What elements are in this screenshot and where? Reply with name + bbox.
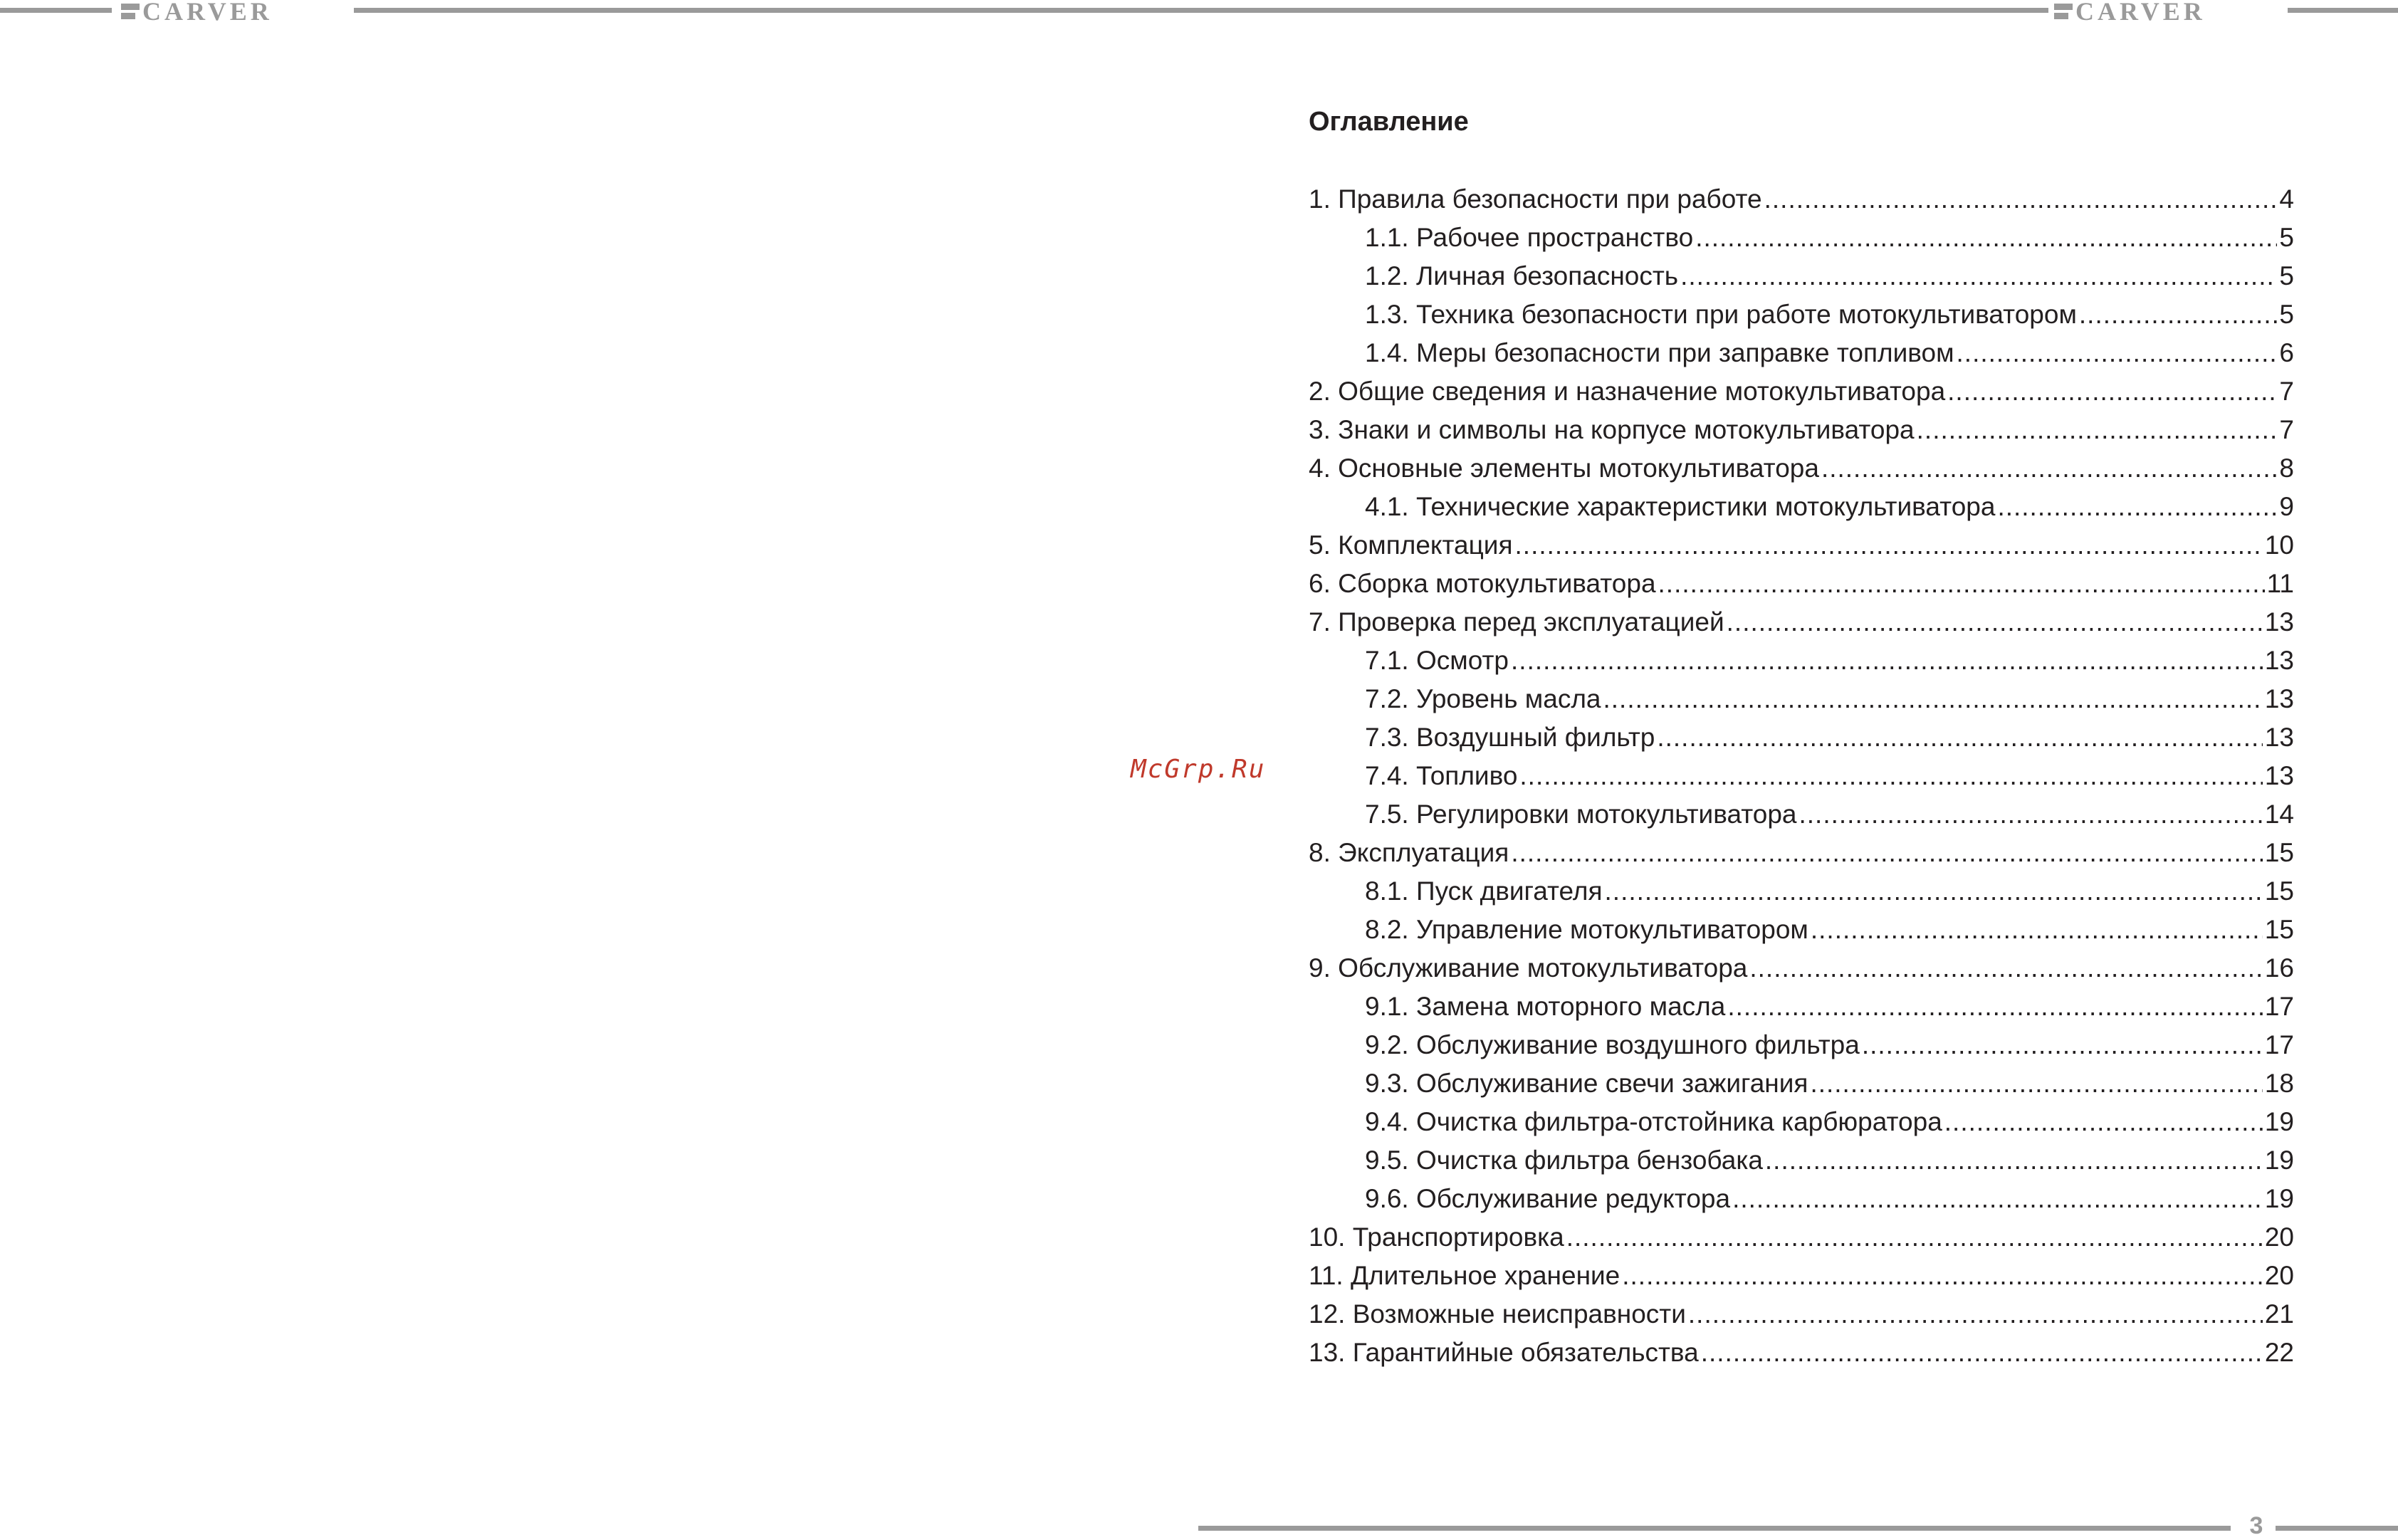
toc-entry-title: 8.2. Управление мотокультиватором <box>1365 915 1808 944</box>
toc-entry[interactable] <box>1309 911 2294 949</box>
toc-entry[interactable] <box>1309 680 2294 718</box>
toc-entry-title: 7. Проверка перед эксплуатацией <box>1309 607 1724 637</box>
brand-name: CARVER <box>142 0 273 26</box>
toc-dot-leader <box>1749 949 2262 988</box>
page-number: 3 <box>2249 1512 2263 1539</box>
toc-dot-leader <box>1566 1218 2263 1257</box>
header-rule-middle <box>354 8 2048 13</box>
toc-entry[interactable] <box>1309 1064 2294 1103</box>
brand-logo-left <box>121 0 349 26</box>
toc-entry[interactable] <box>1309 1257 2294 1295</box>
toc-entry-title: 3. Знаки и символы на корпусе мотокультиватора <box>1309 415 1915 444</box>
toc-entry-title: 9.5. Очистка фильтра бензобака <box>1365 1146 1763 1175</box>
toc-list <box>1309 180 2294 1372</box>
toc-entry-page: 7 <box>2279 377 2294 406</box>
toc-entry-page: 14 <box>2264 800 2294 829</box>
toc-entry-title: 9.4. Очистка фильтра-отстойника карбюратора <box>1365 1107 1942 1136</box>
toc-entry[interactable] <box>1309 449 2294 488</box>
toc-entry[interactable] <box>1309 1026 2294 1064</box>
toc-dot-leader <box>1821 449 2277 488</box>
toc-entry-title: 10. Транспортировка <box>1309 1222 1564 1252</box>
toc-entry-title: 1.4. Меры безопасности при заправке топливом <box>1365 338 1954 367</box>
toc-entry-title: 11. Длительное хранение <box>1309 1261 1621 1290</box>
toc-entry[interactable] <box>1309 526 2294 565</box>
toc-entry[interactable] <box>1309 334 2294 372</box>
toc-entry-page: 19 <box>2264 1146 2294 1175</box>
toc-entry-title: 1. Правила безопасности при работе <box>1309 184 1762 214</box>
toc-entry[interactable] <box>1309 488 2294 526</box>
brand-mark-icon <box>2054 3 2073 20</box>
toc-dot-leader <box>1917 411 2278 449</box>
toc-dot-leader <box>1680 257 2277 295</box>
toc-entry-page: 21 <box>2264 1299 2294 1329</box>
toc-dot-leader <box>1957 334 2278 372</box>
toc-entry[interactable] <box>1309 1103 2294 1141</box>
toc-dot-leader <box>1511 834 2263 872</box>
toc-dot-leader <box>1862 1026 2263 1064</box>
toc-entry[interactable] <box>1309 180 2294 219</box>
toc-entry[interactable] <box>1309 949 2294 988</box>
toc-entry[interactable] <box>1309 718 2294 757</box>
toc-dot-leader <box>1658 565 2265 603</box>
toc-entry-title: 4.1. Технические характеристики мотокультиватора <box>1365 492 1996 521</box>
toc-entry-page: 7 <box>2279 415 2294 444</box>
toc-entry-page: 15 <box>2264 838 2294 867</box>
toc-dot-leader <box>1622 1257 2263 1295</box>
toc-entry[interactable] <box>1309 603 2294 641</box>
toc-dot-leader <box>1810 1064 2262 1103</box>
toc-entry-title: 8.1. Пуск двигателя <box>1365 876 1603 906</box>
toc-entry-page: 13 <box>2264 761 2294 790</box>
toc-entry[interactable] <box>1309 1141 2294 1180</box>
toc-entry[interactable] <box>1309 757 2294 795</box>
toc-entry[interactable] <box>1309 411 2294 449</box>
toc-dot-leader <box>1764 180 2278 219</box>
toc-entry[interactable] <box>1309 1295 2294 1334</box>
toc-entry-page: 11 <box>2266 569 2294 598</box>
toc-entry-page: 16 <box>2264 953 2294 983</box>
toc-entry-title: 9.2. Обслуживание воздушного фильтра <box>1365 1030 1860 1059</box>
toc-entry-page: 19 <box>2264 1107 2294 1136</box>
toc-entry-page: 19 <box>2264 1184 2294 1213</box>
toc-entry-title: 9. Обслуживание мотокультиватора <box>1309 953 1748 983</box>
toc-dot-leader <box>1947 372 2277 411</box>
toc-dot-leader <box>1511 641 2263 680</box>
toc-dot-leader <box>1605 872 2263 911</box>
toc-entry[interactable] <box>1309 1180 2294 1218</box>
toc-entry-page: 22 <box>2264 1338 2294 1367</box>
toc-entry-title: 1.1. Рабочее пространство <box>1365 223 1694 252</box>
toc-entry-title: 7.2. Уровень масла <box>1365 684 1601 713</box>
toc-entry-page: 17 <box>2264 992 2294 1021</box>
toc-dot-leader <box>1519 757 2262 795</box>
toc-entry[interactable] <box>1309 988 2294 1026</box>
toc-dot-leader <box>1603 680 2262 718</box>
toc-entry-title: 9.6. Обслуживание редуктора <box>1365 1184 1731 1213</box>
toc-entry-title: 1.3. Техника безопасности при работе мотокультиватором <box>1365 300 2077 329</box>
toc-dot-leader <box>1944 1103 2263 1141</box>
toc-dot-leader <box>1811 911 2263 949</box>
toc-entry-page: 6 <box>2279 338 2294 367</box>
toc-dot-leader <box>1732 1180 2263 1218</box>
footer-rule-right <box>2276 1526 2398 1531</box>
toc-entry[interactable] <box>1309 1334 2294 1372</box>
toc-entry-page: 4 <box>2279 184 2294 214</box>
toc-entry-page: 10 <box>2264 530 2294 560</box>
toc-entry-page: 5 <box>2279 300 2294 329</box>
toc-entry[interactable] <box>1309 372 2294 411</box>
toc-entry-title: 13. Гарантийные обязательства <box>1309 1338 1699 1367</box>
toc-entry[interactable] <box>1309 257 2294 295</box>
toc-dot-leader <box>1765 1141 2263 1180</box>
toc-dot-leader <box>1515 526 2263 565</box>
toc-entry-title: 1.2. Личная безопасность <box>1365 261 1679 290</box>
toc-entry-title: 7.4. Топливо <box>1365 761 1518 790</box>
toc-dot-leader <box>1657 718 2263 757</box>
toc-entry-page: 13 <box>2264 607 2294 637</box>
toc-entry-page: 13 <box>2264 723 2294 752</box>
toc-dot-leader <box>1798 795 2262 834</box>
toc-entry-page: 5 <box>2279 261 2294 290</box>
toc-entry[interactable] <box>1309 565 2294 603</box>
toc-entry-page: 8 <box>2279 454 2294 483</box>
toc-dot-leader <box>1727 988 2262 1026</box>
toc-entry-title: 9.3. Обслуживание свечи зажигания <box>1365 1069 1808 1098</box>
toc-dot-leader <box>1695 219 2277 257</box>
toc-entry-title: 4. Основные элементы мотокультиватора <box>1309 454 1819 483</box>
toc-entry-title: 8. Эксплуатация <box>1309 838 1509 867</box>
toc-entry[interactable] <box>1309 1218 2294 1257</box>
toc-entry-page: 9 <box>2279 492 2294 521</box>
toc-entry[interactable] <box>1309 795 2294 834</box>
toc-entry[interactable] <box>1309 641 2294 680</box>
toc-entry-title: 2. Общие сведения и назначение мотокультиватора <box>1309 377 1946 406</box>
toc-entry-title: 7.5. Регулировки мотокультиватора <box>1365 800 1797 829</box>
toc-entry-page: 15 <box>2264 915 2294 944</box>
toc-dot-leader <box>1688 1295 2263 1334</box>
toc-entry-title: 7.1. Осмотр <box>1365 646 1509 675</box>
toc-entry-page: 20 <box>2264 1261 2294 1290</box>
toc-entry-page: 17 <box>2264 1030 2294 1059</box>
header-rule-left <box>0 8 112 13</box>
brand-mark-icon <box>121 3 140 20</box>
toc-entry-title: 7.3. Воздушный фильтр <box>1365 723 1655 752</box>
toc-entry[interactable] <box>1309 219 2294 257</box>
footer-rule-left <box>1198 1526 2231 1531</box>
header-rule-right <box>2288 8 2398 13</box>
toc-title: Оглавление <box>1309 107 1469 137</box>
toc-entry-title: 6. Сборка мотокультиватора <box>1309 569 1656 598</box>
toc-entry[interactable] <box>1309 834 2294 872</box>
toc-entry-page: 15 <box>2264 876 2294 906</box>
toc-dot-leader <box>2079 295 2278 334</box>
toc-entry-page: 20 <box>2264 1222 2294 1252</box>
toc-dot-leader <box>1727 603 2263 641</box>
toc-entry[interactable] <box>1309 872 2294 911</box>
toc-entry[interactable] <box>1309 295 2294 334</box>
toc-entry-title: 9.1. Замена моторного масла <box>1365 992 1726 1021</box>
toc-entry-page: 13 <box>2264 684 2294 713</box>
toc-entry-title: 5. Комплектация <box>1309 530 1513 560</box>
toc-entry-title: 12. Возможные неисправности <box>1309 1299 1686 1329</box>
toc-entry-page: 5 <box>2279 223 2294 252</box>
brand-logo-right <box>2054 0 2282 26</box>
toc-dot-leader <box>1701 1334 2263 1372</box>
toc-dot-leader <box>1997 488 2277 526</box>
toc-entry-page: 18 <box>2264 1069 2294 1098</box>
watermark: McGrp.Ru <box>1131 755 1266 784</box>
toc-entry-page: 13 <box>2264 646 2294 675</box>
brand-name: CARVER <box>2075 0 2206 26</box>
